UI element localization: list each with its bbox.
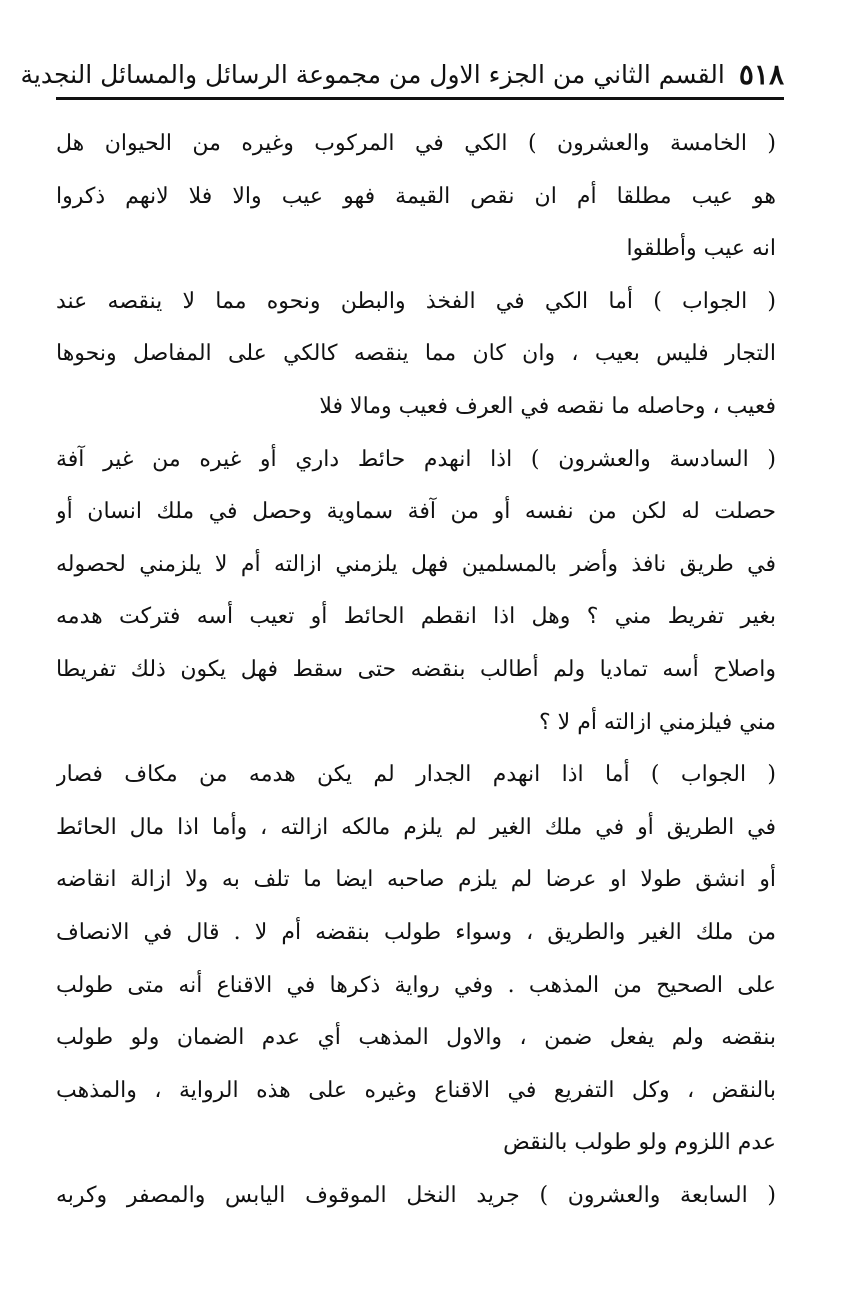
text-line: على الصحيح من المذهب . وفي رواية ذكرها في الاقناع أنه متى طولب (56, 972, 776, 998)
body-text (56, 118, 776, 1222)
text-line: التجار فليس بعيب ، وان كان مما ينقصه كالكي على المفاصل ونحوها (56, 341, 776, 367)
header-rule (56, 97, 784, 100)
text-line: أو انشق طولا او عرضا لم يلزم صاحبه ايضا ما تلف به ولا ازالة انقاضه (56, 867, 776, 893)
text-line: ( السادسة والعشرون ) اذا انهدم حائط داري أو غيره من غير آفة (56, 446, 776, 472)
text-line: فعيب ، وحاصله ما نقصه في العرف فعيب ومالا فلا (319, 393, 776, 419)
text-line: بغير تفريط مني ؟ وهل اذا انقطم الحائط أو تعيب أسه فتركت هدمه (56, 604, 776, 630)
text-line: هو عيب مطلقا أم ان نقص القيمة فهو عيب والا فلا لانهم ذكروا (56, 183, 776, 209)
text-line: ( السابعة والعشرون ) جريد النخل الموقوف اليابس والمصفر وكربه (56, 1182, 776, 1208)
text-line: ( الجواب ) أما الكي في الفخذ والبطن ونحوه مما لا ينقصه عند (56, 288, 776, 314)
text-line: واصلاح أسه تماديا ولم أطالب بنقضه حتى سقط فهل يكون ذلك تفريطا (56, 656, 776, 682)
text-line: من ملك الغير والطريق ، وسواء طولب بنقضه أم لا . قال في الانصاف (56, 919, 776, 945)
text-line: ( الجواب ) أما اذا انهدم الجدار لم يكن هدمه من مكاف فصار (56, 762, 776, 788)
text-line: في طريق نافذ وأضر بالمسلمين فهل يلزمني ازالته أم لا يلزمني لحصوله (56, 551, 776, 577)
text-line: بنقضه ولم يفعل ضمن ، والاول المذهب أي عدم الضمان ولو طولب (56, 1025, 776, 1051)
text-line: بالنقض ، وكل التفريع في الاقناع وغيره على هذه الرواية ، والمذهب (56, 1077, 776, 1103)
text-line: حصلت له لكن من نفسه أو من آفة سماوية وحصل في ملك انسان أو (56, 499, 776, 525)
text-line: ( الخامسة والعشرون ) الكي في المركوب وغيره من الحيوان هل (56, 131, 776, 156)
running-title: القسم الثاني من الجزء الاول من مجموعة الرسائل والمسائل النجدية (20, 59, 725, 89)
page-header (20, 54, 784, 94)
text-line: مني فيلزمني ازالته أم لا ؟ (538, 709, 776, 735)
text-line: عدم اللزوم ولو طولب بالنقض (503, 1130, 776, 1156)
text-line: في الطريق أو في ملك الغير لم يلزم مالكه ازالته ، وأما اذا مال الحائط (56, 814, 776, 840)
page-number: ٥١٨ (738, 57, 784, 91)
text-line: انه عيب وأطلقوا (626, 236, 776, 262)
